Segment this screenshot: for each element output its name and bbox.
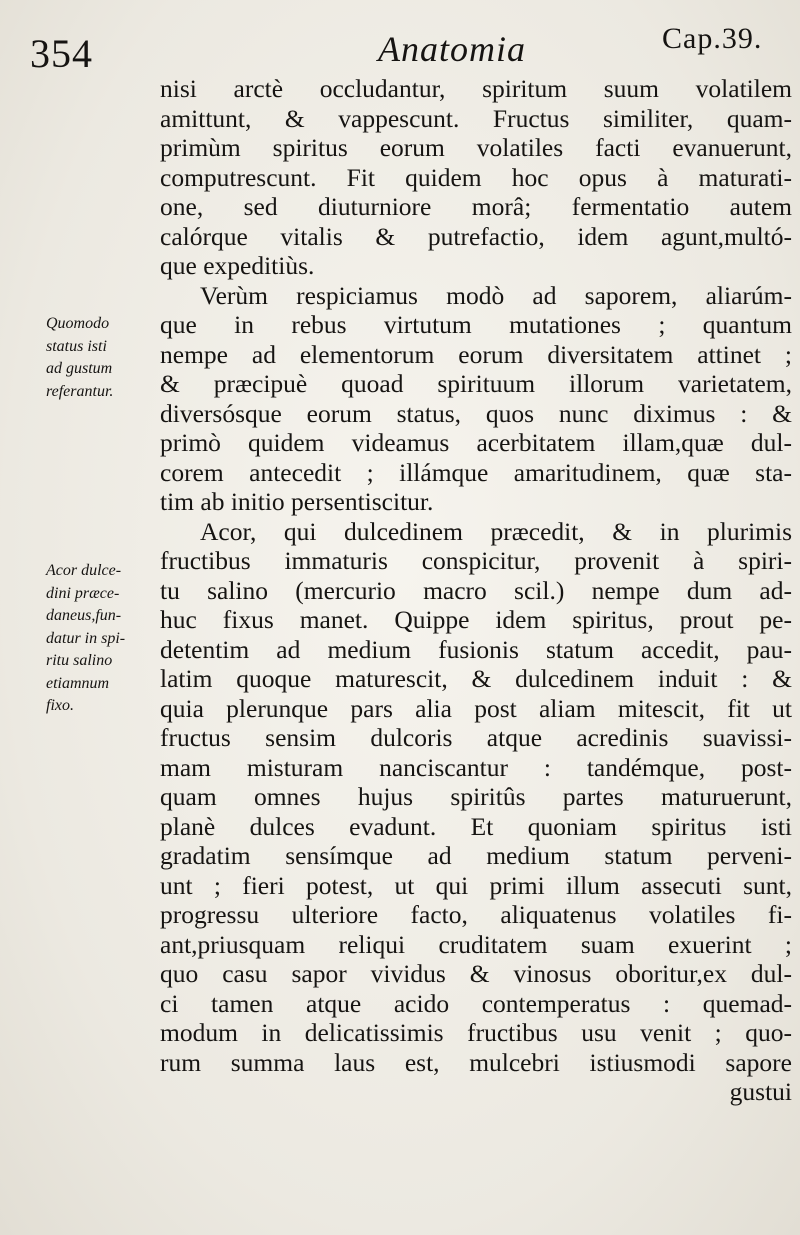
text-line: planè dulces evadunt. Et quoniam spiritus isti	[160, 811, 792, 841]
text-line: quo casu sapor vividus & vinosus oboritur,ex dul-	[160, 959, 792, 988]
text-line: calórque vitalis & putrefactio, idem agunt,multó-	[160, 221, 792, 251]
text-line: detentim ad medium fusionis statum accedit, pau-	[160, 634, 792, 664]
margin-note-line: daneus,fun-	[46, 607, 122, 624]
text-line: Verùm respiciamus modò ad saporem, aliarúm-	[200, 280, 792, 310]
page-number: 354	[30, 31, 93, 76]
margin-note-acor	[46, 560, 158, 718]
margin-note-line: etiamnum	[46, 674, 110, 692]
text-line: amittunt, & vappescunt. Fructus similiter, quam-	[160, 103, 792, 133]
text-line: modum in delicatissimis fructibus usu venit ; quo-	[160, 1018, 792, 1047]
text-line: que in rebus virtutum mutationes ; quantum	[160, 310, 792, 339]
margin-note-line: datur in spi-	[46, 629, 126, 647]
margin-note-line: Acor dulce-	[46, 562, 122, 579]
text-line: mam misturam nanciscantur : tandémque, post-	[160, 752, 792, 782]
text-line: unt ; fieri potest, ut qui primi illum assecuti sunt,	[160, 870, 792, 900]
margin-note-line: status isti	[46, 337, 107, 355]
text-line: quam omnes hujus spiritûs partes maturuerunt,	[160, 782, 792, 811]
text-line: tim ab initio persentiscitur.	[160, 487, 434, 516]
text-line: tu salino (mercurio macro scil.) nempe dum ad-	[160, 575, 792, 605]
margin-note-status	[46, 313, 158, 403]
text-line: & præcipuè quoad spirituum illorum varietatem,	[160, 369, 792, 398]
text-line: nisi arctè occludantur, spiritum suum volatilem	[160, 74, 792, 103]
body-text	[160, 74, 792, 1107]
margin-note-line: ritu salino	[46, 652, 113, 669]
text-line: fructus sensim dulcoris atque acredinis suavissi-	[160, 723, 792, 752]
text-line: ant,priusquam reliqui cruditatem suam exuerint ;	[160, 929, 792, 959]
text-line: quia plerunque pars alia post aliam mitescit, fit ut	[160, 693, 792, 723]
text-line: nempe ad elementorum eorum diversitatem attinet ;	[160, 339, 792, 369]
text-line: gradatim sensímque ad medium statum perveni-	[160, 841, 792, 870]
text-line: que expeditiùs.	[160, 251, 315, 280]
text-line: fructibus immaturis conspicitur, provenit à spiri-	[160, 546, 792, 575]
margin-note-line: fixo.	[46, 697, 74, 714]
text-line: latim quoque maturescit, & dulcedinem induit : &	[160, 664, 792, 693]
text-line: corem antecedit ; illámque amaritudinem, quæ sta-	[160, 457, 792, 487]
running-title: Anatomia	[378, 29, 526, 69]
catchword: gustui	[729, 1077, 792, 1106]
margin-note-line: Quomodo	[46, 315, 110, 332]
margin-note-line: ad gustum	[46, 360, 113, 377]
text-line: primùm spiritus eorum volatiles facti evanuerunt,	[160, 133, 792, 162]
margin-note-line: referantur.	[46, 382, 114, 400]
text-line: diversósque eorum status, quos nunc diximus : &	[160, 398, 792, 428]
text-line: rum summa laus est, mulcebri istiusmodi sapore	[160, 1047, 792, 1077]
text-line: progressu ulteriore facto, aliquatenus volatiles fi-	[160, 900, 792, 929]
chapter-heading: Cap.39.	[662, 22, 763, 55]
text-line: Acor, qui dulcedinem præcedit, & in plurimis	[200, 516, 792, 546]
text-line: huc fixus manet. Quippe idem spiritus, prout pe-	[160, 605, 792, 634]
margin-note-line: dini præce-	[46, 584, 120, 602]
text-line: primò quidem videamus acerbitatem illam,quæ dul-	[160, 428, 792, 457]
text-line: computrescunt. Fit quidem hoc opus à maturati-	[160, 162, 792, 192]
page-header	[0, 22, 800, 76]
text-line: one, sed diuturniore morâ; fermentatio autem	[160, 192, 792, 221]
text-line: ci tamen atque acido contemperatus : quemad-	[160, 988, 792, 1018]
